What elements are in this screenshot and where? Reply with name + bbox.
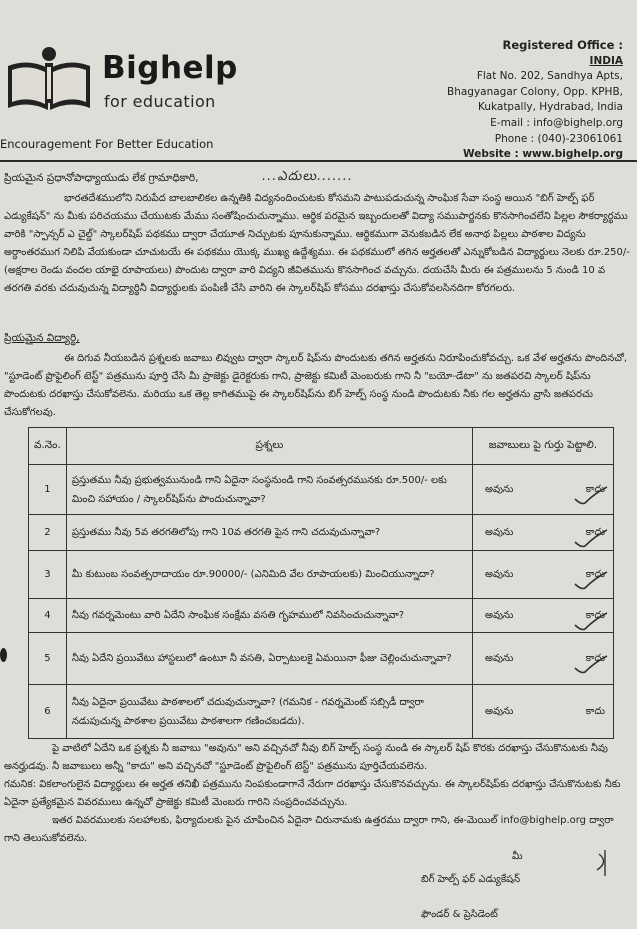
note-paragraph: గమనిక: వికలాంగులైన విద్యార్థులు ఈ అర్హత తనిఖీ పత్రమును నింపకుండాగానే నేరుగా దరఖాస్తు చేసుకొనవచ్చును. ఈ స్కాలర్‌షిప్‌కు దరఖాస్తు చేసుకొనుటకు నీకు ఏదైనా ప్రత్యేకమైన వివరములు ఉన్నచో ప్రాజెక్టు కమిటీ మెంబరు గారిని సంప్రదించవచ్చును. [4, 779, 621, 808]
row-number: 1 [29, 465, 67, 515]
signatory-org: బిగ్ హెల్ప్ ఫర్ ఎడ్యుకేషన్ [421, 874, 521, 885]
row-number: 3 [29, 551, 67, 599]
yes-option[interactable]: అవును [484, 652, 514, 664]
brand-name: Bighelp [102, 50, 238, 86]
no-option[interactable]: కాదు [585, 652, 605, 664]
row-question: ప్రస్తుతము నీవు 5వ తరగతిలోపు గాని 10వ తరగతి పైన గాని చదువుచున్నావా? [66, 515, 472, 551]
yes-option[interactable]: అవును [484, 483, 514, 495]
yes-option[interactable]: అవును [484, 609, 514, 621]
checkmark-icon [571, 528, 609, 550]
student-salutation: ప్రియమైన విద్యార్థి, [4, 332, 80, 344]
col-header-questions: ప్రశ్నలు [66, 428, 472, 465]
no-option[interactable]: కాదు [585, 568, 605, 580]
checkmark-icon [571, 654, 609, 676]
table-row [29, 515, 614, 551]
row-question: నీవు ఏదైనా ప్రయివేటు పాఠశాలలో చదువుచున్నావా? (గమనిక - గవర్నమెంట్ సబ్సిడీ ద్వారా నడుపుచున్న పాఠశాల ప్రయివేటు పాఠశాలగా గణించబడదు). [66, 685, 472, 739]
disqualification-paragraph: పై వాటిలో ఏదేని ఒక ప్రశ్నకు నీ జవాబు "అవును" అని వచ్చినచో నీవు బిగ్ హెల్ప్ సంస్థ నుండి ఈ స్కాలర్ షిప్ కొరకు దరఖాస్తు చేసుకొనుటకు నీవు అనర్హుడవు. నీ జవాబులు అన్నీ "కాదు" అని వచ్చినచో "స్టూడెంట్ ప్రొఫైలింగ్ టెస్ట్" పత్రమును పూర్తిచేయవలెను. [4, 743, 608, 772]
row-number: 5 [29, 633, 67, 685]
table-row [29, 465, 614, 515]
bighelp-logo-icon [4, 44, 94, 116]
table-row [29, 685, 614, 739]
answer-cell [472, 685, 613, 739]
registered-office [447, 38, 623, 163]
no-option[interactable]: కాదు [585, 609, 605, 621]
closing-word: మీ [512, 851, 523, 862]
row-number: 4 [29, 599, 67, 633]
brand-subtitle: for education [104, 92, 216, 111]
row-number: 6 [29, 685, 67, 739]
office-address-line: Kukatpally, Hydrabad, India [477, 101, 623, 114]
salutation: ప్రియమైన ప్రధానోపాధ్యాయుడు లేక గ్రామాధికారి, [4, 172, 199, 184]
yes-option[interactable]: అవును [484, 568, 514, 580]
row-question: నీవు గవర్నమెంటు వారి ఏదేని సాంఘిక సంక్షేమ వసతి గృహములో నివసించుచున్నావా? [66, 599, 472, 633]
yes-option[interactable]: అవును [484, 526, 514, 538]
no-option[interactable]: కాదు [585, 483, 605, 495]
handwritten-name: ...ఎదులు....... [262, 169, 353, 184]
office-phone: Phone : (040)-23061061 [494, 132, 623, 145]
checkmark-icon [571, 485, 609, 507]
row-question: మీ కుటుంబ సంవత్సరాదాయం రూ.90000/- (ఎనిమిది వేల రూపాయలకు) మించియున్నాదా? [66, 551, 472, 599]
table-row [29, 599, 614, 633]
row-question: నీవు ఏదేని ప్రయివేటు హాస్టలులో ఉంటూ నీ వసతి, ఏర్పాటులకై ఏమయినా ఫీజు చెల్లించుచున్నావా? [66, 633, 472, 685]
answer-cell [472, 599, 613, 633]
yes-option[interactable]: అవును [484, 705, 514, 717]
eligibility-table [28, 427, 614, 739]
col-header-answers: జవాబులు పై గుర్తు పెట్టాలి. [472, 428, 613, 465]
office-address-line: Flat No. 202, Sandhya Apts, [476, 70, 623, 83]
answer-cell [472, 465, 613, 515]
col-header-number: వ.నెం. [29, 428, 67, 465]
office-title: Registered Office : [502, 38, 623, 52]
signature-icon [585, 848, 625, 878]
office-address-line: Bhagyanagar Colony, Opp. KPHB, [446, 85, 623, 98]
contact-paragraph: ఇతర వివరములకు సలహాలకు, ఫిర్యాదులకు పైన చూపించిన ఏదైనా చిరునామకు ఉత్తరము ద్వారా గాని, ఈ-మెయిల్ info@bighelp.org ద్వారా గాని తెలుసుకోవలెను. [4, 815, 614, 844]
no-option[interactable]: కాదు [585, 526, 605, 538]
table-header-row [29, 428, 614, 465]
office-country: INDIA [589, 54, 623, 67]
signatory-title: ఫౌండర్ & ప్రెసిడెంట్ [421, 909, 498, 920]
instruction-paragraph: ఈ దిగువ నీయబడిన ప్రశ్నలకు జవాబు లివ్వుట ద్వారా స్కాలర్ షిప్‌ను పొందుటకు తగిన అర్హతను నిరూపించుకోవచ్చు. ఒక వేళ అర్హతను పొందినచో, "స్టూడెంట్ ప్రొఫైలింగ్ టెస్ట్" పత్రమును పూర్తి చేసి మీ ప్రాజెక్టు డైరెక్టరుకు గాని, ప్రాజెక్టు కమిటీ మెంబరుకు గాని నీ "బయో-డేటా" ను జతపరచి స్కాలర్ షిప్‌ను పొందుటకు దరఖాస్తు చేసుకోవలెను. మరియు ఒక తెల్ల కాగితముపై ఈ స్కాలర్‌షిప్‌ను బిగ్ హెల్ప్ సంస్థ నుండి పొందుటకు నీకు గల అర్హతను వ్రాసి జతపరచు చేసుకోగలవు. [4, 353, 628, 418]
table-row [29, 551, 614, 599]
office-email: E-mail : info@bighelp.org [490, 116, 623, 129]
row-question: ప్రస్తుతము నీవు ప్రభుత్వమునుండి గాని ఏదైనా సంస్థనుండి గాని సంవత్సరమునకు రూ.500/- లకు మించి సహాయం / స్కాలర్‌షిప్‌ను పొందుచున్నావా? [66, 465, 472, 515]
tagline: Encouragement For Better Education [0, 137, 214, 151]
answer-cell [472, 633, 613, 685]
answer-cell [472, 551, 613, 599]
intro-paragraph: భారతదేశములోని నిరుపేద బాలబాలికల ఉన్నతికి విద్యనందించుటకు కోసమని పాటుపడుచున్న సాంఘిక సేవా సంస్థ అయిన "బిగ్ హెల్ప్ ఫర్ ఎడ్యుకేషన్" ను మీకు పరిచయము చేయుటకు మేము సంతోషించుచున్నాము. ఆర్థిక పరమైన ఇబ్బందులతో విద్యా సముపార్జనకు కొనసాగించలేని పిల్లల సౌకర్యార్థము వారికి "స్పాన్సర్ ఎ చైల్డ్" స్కాలర్‌షిప్ పథకము ద్వారా చేయూత నిచ్చుటకు పూనుకున్నాము. ఆర్థికముగా వెనుకబడిన లేక అనాథ పిల్లలు పాఠశాల విద్యను అర్ధాంతరముగ నిలిపి వేయకుండా చూచుటయే ఈ పథకము యొక్క ముఖ్య ఉద్దేశ్యము. ఈ పథకములో తగిన అర్హతలతో ఎన్నుకోబడిన విద్యార్థులు నెలకు రూ.250/- (అక్షరాల రెండు వందల యాభై రూపాయలు) పొందుట ద్వారా వారి విద్యని జీవితమును కొనసాగించ వచ్చును. దయచేసి మీరు ఈ పత్రములను 5 నుండి 10 వ తరగతి వరకు చదువుచున్న విద్యార్థినీ విద్యార్థులకు పంపిణీ చేసి వారిని ఈ స్కాలర్‌షిప్ కోసము దరఖాస్తు చేసుకోవలసినదిగా కోరగలరు. [4, 193, 630, 294]
checkmark-icon [571, 611, 609, 633]
answer-cell [472, 515, 613, 551]
checkmark-icon [571, 570, 609, 592]
office-website: Website : www.bighelp.org [462, 148, 623, 161]
table-row [29, 633, 614, 685]
no-option[interactable]: కాదు [585, 705, 605, 717]
punch-hole-mark [0, 648, 7, 662]
row-number: 2 [29, 515, 67, 551]
header-divider [0, 160, 637, 162]
